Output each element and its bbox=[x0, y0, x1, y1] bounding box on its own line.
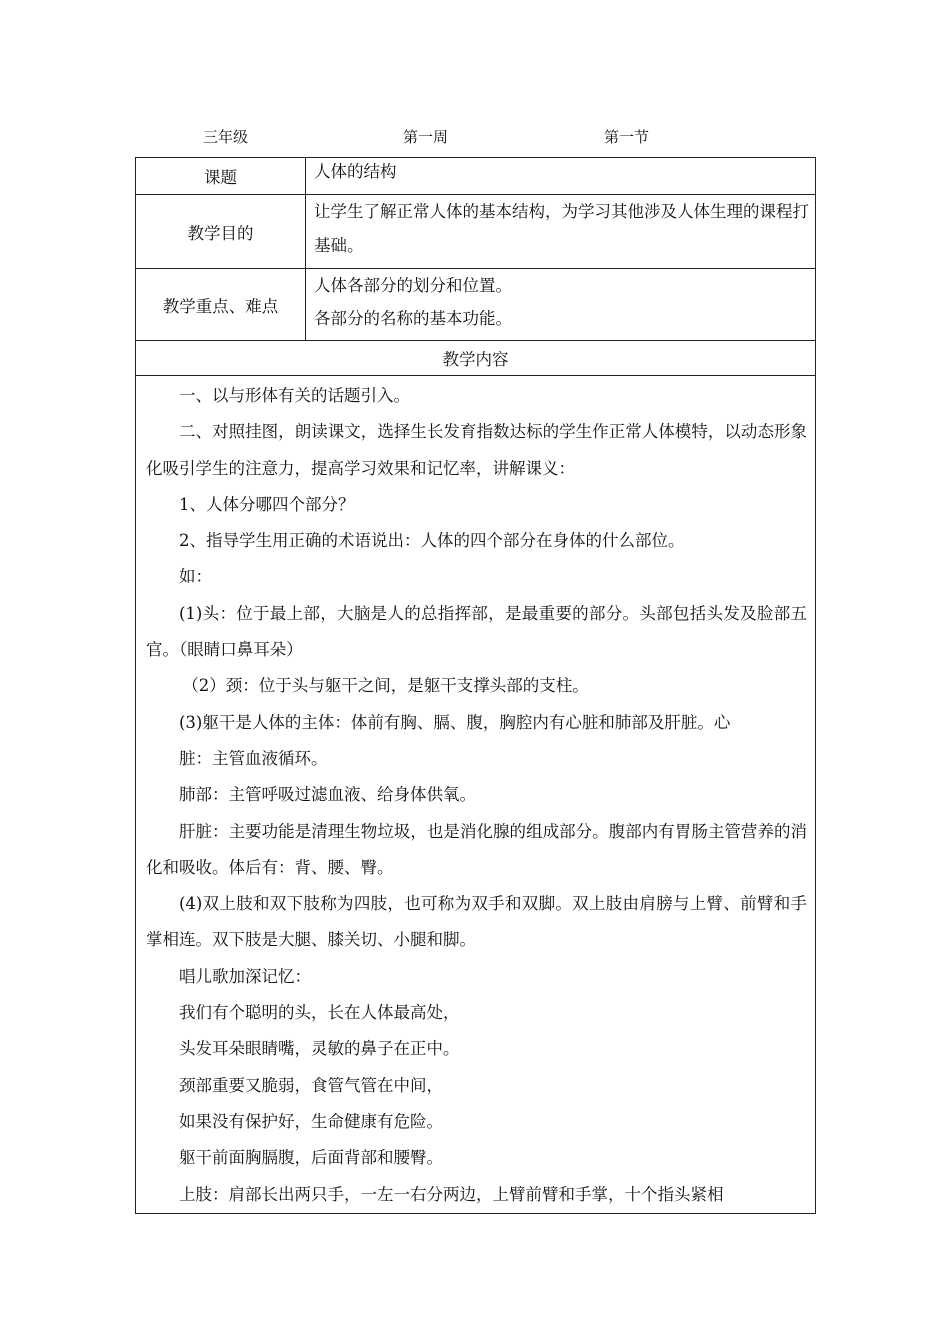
content-paragraph: 脏：主管血液循环。 bbox=[179, 748, 328, 768]
content-row bbox=[136, 376, 816, 1214]
content-header-row bbox=[136, 341, 816, 376]
lesson-plan-table bbox=[135, 157, 816, 1214]
content-paragraph: 颈部重要又脆弱，食管气管在中间， bbox=[179, 1075, 443, 1095]
content-paragraph: 唱儿歌加深记忆： bbox=[179, 966, 311, 986]
lesson-header bbox=[0, 126, 950, 150]
content-paragraph: 我们有个聪明的头，长在人体最高处， bbox=[179, 1003, 460, 1023]
content-paragraph: 头发耳朵眼睛嘴，灵敏的鼻子在正中。 bbox=[179, 1039, 460, 1059]
goal-row bbox=[136, 195, 816, 269]
content-paragraph: 如果没有保护好，生命健康有危险。 bbox=[179, 1111, 443, 1131]
content-paragraph: 如： bbox=[179, 567, 212, 587]
topic-value: 人体的结构 bbox=[306, 158, 816, 195]
key-point-line: 各部分的名称的基本功能。 bbox=[314, 309, 512, 328]
content-paragraph: 上肢：肩部长出两只手，一左一右分两边，上臂前臂和手掌，十个指头紧相 bbox=[179, 1184, 724, 1204]
goal-value: 让学生了解正常人体的基本结构，为学习其他涉及人体生理的课程打基础。 bbox=[306, 195, 816, 269]
key-points-row bbox=[136, 269, 816, 341]
key-points-value bbox=[306, 269, 816, 341]
content-paragraph: 肺部：主管呼吸过滤血液、给身体供氧。 bbox=[179, 785, 476, 805]
content-header: 教学内容 bbox=[136, 341, 816, 376]
content-paragraph: 躯干前面胸膈腹，后面背部和腰臀。 bbox=[179, 1148, 443, 1168]
content-paragraph: 二、对照挂图，朗读课文，选择生长发育指数达标的学生作正常人体模特，以动态形象化吸引学生的注意力，提高学习效果和记忆率，讲解课义： bbox=[146, 422, 807, 478]
content-paragraph: 一、以与形体有关的话题引入。 bbox=[179, 386, 410, 405]
content-paragraph: 肝脏：主要功能是清理生物垃圾，也是消化腺的组成部分。腹部内有胃肠主管营养的消化和吸收。体后有：背、腰、臀。 bbox=[146, 821, 807, 877]
content-paragraph: 1、人体分哪四个部分？ bbox=[179, 494, 355, 514]
topic-row bbox=[136, 158, 816, 195]
content-body bbox=[136, 376, 816, 1214]
topic-label: 课题 bbox=[136, 158, 306, 195]
content-paragraph: (1)头：位于最上部，大脑是人的总指挥部，是最重要的部分。头部包括头发及脸部五官。（眼睛口鼻耳朵） bbox=[146, 603, 807, 660]
grade-label: 三年级 bbox=[203, 128, 249, 146]
content-paragraph: （2）颈：位于头与躯干之间，是躯干支撑头部的支柱。 bbox=[182, 676, 589, 696]
content-paragraph: (4)双上肢和双下肢称为四肢，也可称为双手和双脚。双上肢由肩膀与上臂、前臂和手掌相连。双下肢是大腿、膝关切、小腿和脚。 bbox=[146, 894, 807, 950]
key-point-line: 人体各部分的划分和位置。 bbox=[314, 276, 512, 295]
key-points-label: 教学重点、难点 bbox=[136, 269, 306, 341]
section-label: 第一节 bbox=[604, 128, 650, 146]
content-paragraph: 2、指导学生用正确的术语说出：人体的四个部分在身体的什么部位。 bbox=[179, 531, 685, 551]
goal-label: 教学目的 bbox=[136, 195, 306, 269]
content-paragraph: (3)躯干是人体的主体：体前有胸、膈、腹，胸腔内有心脏和肺部及肝脏。心 bbox=[179, 712, 731, 732]
week-label: 第一周 bbox=[403, 128, 449, 146]
